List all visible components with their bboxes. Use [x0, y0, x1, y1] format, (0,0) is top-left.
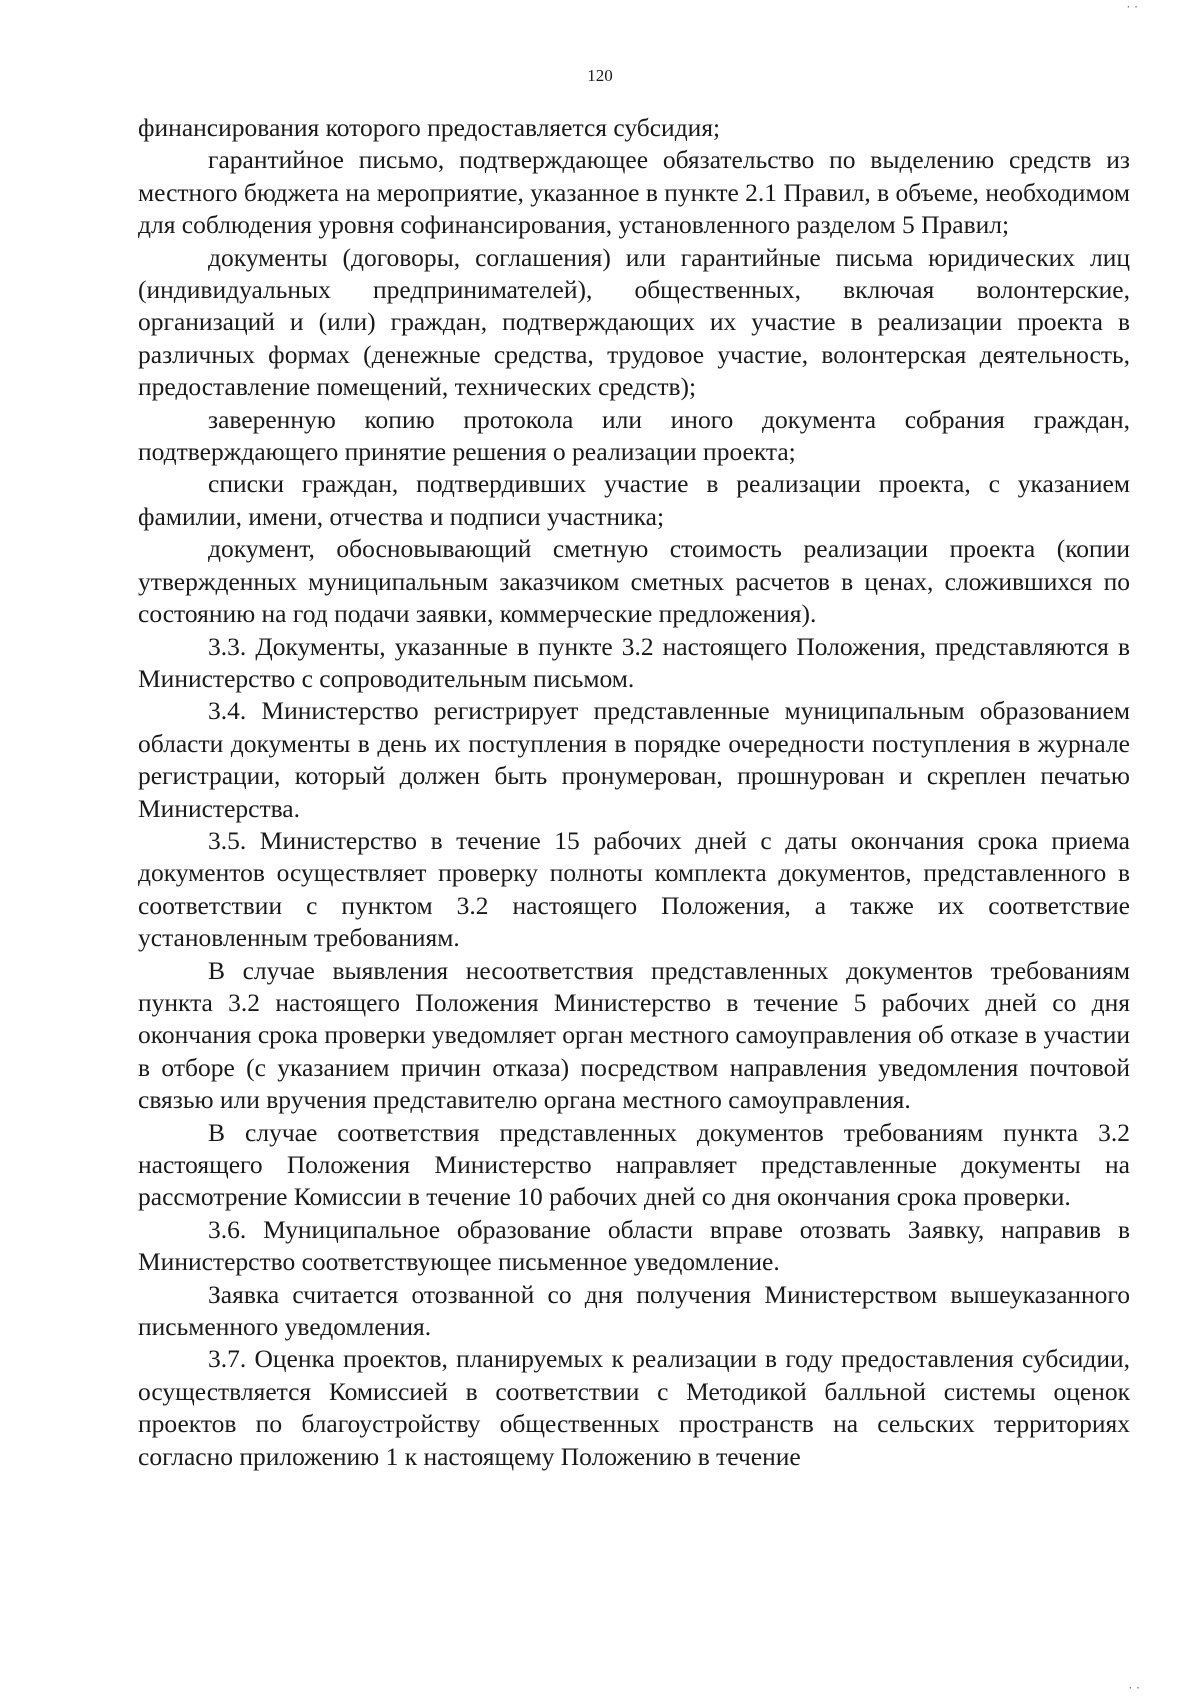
paragraph: 3.4. Министерство регистрирует представленные муниципальным образованием области документы в день их поступления в порядке очередности поступления в журнале регистрации, который должен быть пронумерован, прошнурован и скреплен печатью Министерства.	[138, 696, 1130, 823]
page-number: 120	[587, 66, 613, 85]
paragraph: 3.6. Муниципальное образование области вправе отозвать Заявку, направив в Министерство соответствующее письменное уведомление.	[138, 1214, 1130, 1277]
document-body	[138, 112, 1130, 1473]
paragraph: 3.3. Документы, указанные в пункте 3.2 настоящего Положения, представляются в Министерство с сопроводительным письмом.	[138, 631, 1130, 693]
paragraph: Заявка считается отозванной со дня получения Министерством вышеуказанного письменного уведомления.	[138, 1279, 1130, 1342]
paragraph: В случае выявления несоответствия представленных документов требованиям пункта 3.2 настоящего Положения Министерство в течение 5 рабочих дней со дня окончания срока проверки уведомляет орган местного самоуправления об отказе в участии в отборе (с указанием причин отказа) посредством направления уведомления почтовой связью или вручения представителю органа местного самоуправления.	[138, 955, 1130, 1115]
paragraph: финансирования которого предоставляется субсидия;	[138, 113, 721, 142]
paragraph: 3.7. Оценка проектов, планируемых к реализации в году предоставления субсидии, осуществляется Комиссией в соответствии с Методикой балльной системы оценок проектов по благоустройству общественных пространств на сельских территориях согласно приложению 1 к настоящему Положению в течение	[138, 1344, 1130, 1471]
paragraph: 3.5. Министерство в течение 15 рабочих дней с даты окончания срока приема документов осуществляет проверку полноты комплекта документов, представленного в соответствии с пунктом 3.2 настоящего Положения, а также их соответствие установленным требованиям.	[138, 825, 1130, 953]
paragraph: списки граждан, подтвердивших участие в реализации проекта, с указанием фамилии, имени, отчества и подписи участника;	[138, 469, 1130, 531]
scan-artifact-top: · ·	[1126, 0, 1138, 14]
paragraph: гарантийное письмо, подтверждающее обязательство по выделению средств из местного бюджета на мероприятие, указанное в пункте 2.1 Правил, в объеме, необходимом для соблюдения уровня софинансирования, установленного разделом 5 Правил;	[138, 145, 1130, 240]
paragraph: заверенную копию протокола или иного документа собрания граждан, подтверждающего принятие решения о реализации проекта;	[138, 404, 1130, 467]
scan-artifact-bottom: · ·	[1128, 1681, 1140, 1695]
paragraph: В случае соответствия представленных документов требованиям пункта 3.2 настоящего Положения Министерство направляет представленные документы на рассмотрение Комиссии в течение 10 рабочих дней со дня окончания срока проверки.	[138, 1117, 1130, 1212]
paragraph: документ, обосновывающий сметную стоимость реализации проекта (копии утвержденных муниципальным заказчиком сметных расчетов в ценах, сложившихся по состоянию на год подачи заявки, коммерческие предложения).	[138, 534, 1130, 629]
paragraph: документы (договоры, соглашения) или гарантийные письма юридических лиц (индивидуальных предпринимателей), общественных, включая волонтерские, организаций и (или) граждан, подтверждающих их участие в реализации проекта в различных формах (денежные средства, трудовое участие, волонтерская деятельность, предоставление помещений, технических средств);	[138, 242, 1130, 402]
